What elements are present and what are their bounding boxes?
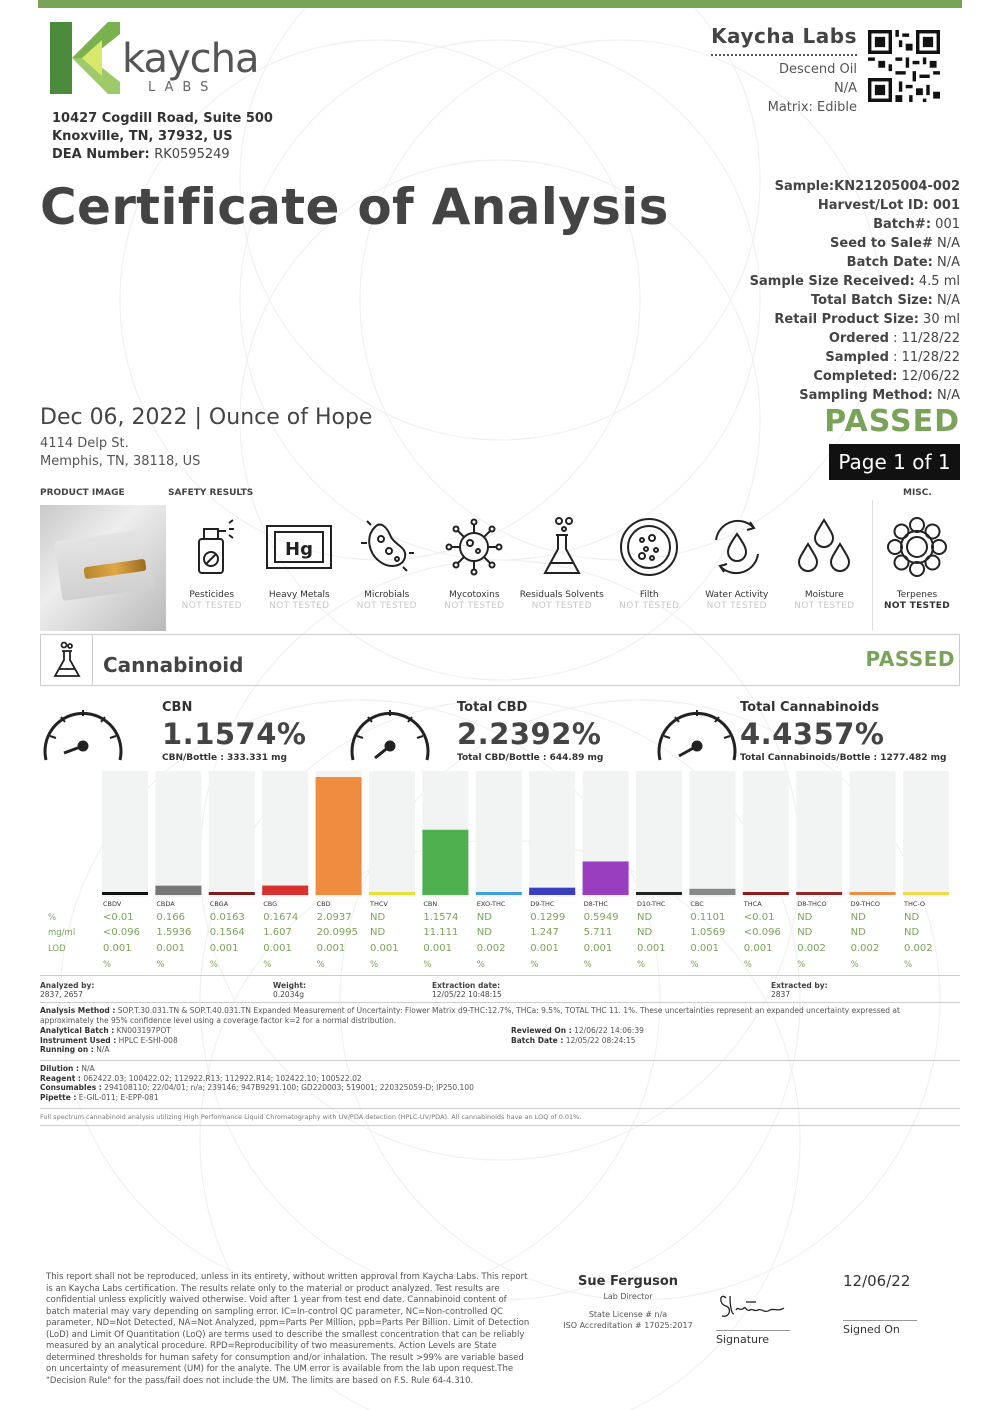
page-indicator: Page 1 of 1 [829, 444, 960, 480]
running-on: Running on : N/A [40, 1045, 110, 1054]
petri-dish-icon [618, 516, 680, 578]
safety-item-filth: Filth NOT TESTED [606, 508, 694, 618]
mgml-value: <0.096 [743, 927, 781, 938]
bar-d8-thc [583, 861, 629, 895]
disclaimer-text: This report shall not be reproduced, unless in its entirety, without written approval from Kaycha Labs. This report is an Kaycha Labs certification. The results relate only to the material or product analyzed. Test results are confidential unless explicitly waived otherwise. Void after 1 year from test end date. Cannabinoid content of batch material may vary depending on sampling error. IC=In-control QC parameter, NC=Non-controlled QC parameter, ND=Not Detected, NA=Not Analyzed, ppm=Parts Per Million, ppb=Parts Per Billion. Limit of Detection (LoD) and Limit Of Quantitation (LoQ) are terms used to describe the smallest concentration that can be reliably measured by an analytical procedure. RPD=Reproducibility of two measurements. Action Levels are State determined thresholds for human safety for consumption and/or inhalation. The result >99% are variable based on uncertainty of measurement (UM) for the analyte. The UM error is available from the lab upon request.The "Decision Rule" for the pass/fail does not include the UM. The limits are based on F.S. Rule 64-4.310. [46, 1272, 530, 1386]
report-date-client: Dec 06, 2022 | Ounce of Hope [40, 405, 373, 430]
safety-item-water-activity: Water Activity NOT TESTED [693, 508, 781, 618]
percent-value: <0.01 [743, 912, 775, 923]
bar-background [636, 771, 682, 897]
sample-info [750, 177, 960, 405]
signature-label: Signature [716, 1333, 770, 1346]
lod-value: 0.002 [850, 943, 880, 954]
lod-unit: % [423, 960, 432, 970]
sample-id: Sample:KN21205004-002 [774, 179, 960, 194]
consumables: Consumables : 294108110; 22/04/01; n/a; 239146; 947B9291.100; GD220003; 519001; 220325059-D; IP250.100 [40, 1083, 474, 1092]
logo-k-mark-icon [50, 22, 120, 94]
bar-baseline [743, 892, 789, 895]
percent-value: 0.0163 [209, 912, 245, 923]
misc-item-terpenes [875, 508, 959, 611]
batch-number: Batch#: 001 [873, 217, 960, 232]
cannabinoid-bar-chart [40, 765, 960, 975]
row-label: LOD [48, 944, 66, 954]
product-name: Descend Oil [778, 62, 857, 77]
bar-background [903, 771, 949, 897]
signed-on-block [843, 1272, 917, 1336]
signed-on-label: Signed On [843, 1323, 900, 1336]
bar-baseline [583, 892, 629, 895]
dilution: Dilution : N/A [40, 1064, 95, 1073]
lod-value: 0.001 [583, 943, 613, 954]
signer-block [558, 1274, 698, 1331]
bar-baseline [316, 892, 362, 895]
microbe-icon [359, 517, 415, 577]
dea-label: DEA Number: [52, 147, 150, 162]
lod-value: 0.002 [904, 943, 933, 954]
category-label: CBN [423, 900, 438, 908]
safety-item-heavy-metals: Hg Heavy Metals NOT TESTED [256, 508, 344, 618]
svg-text:Hg: Hg [285, 539, 314, 560]
percent-value: ND [904, 912, 920, 923]
signature-block [716, 1288, 790, 1346]
product-image-label: PRODUCT IMAGE [40, 488, 125, 498]
lod-value: 0.001 [637, 943, 666, 954]
lod-value: 0.001 [530, 943, 559, 954]
lod-unit: % [690, 960, 699, 970]
bar-baseline [422, 892, 468, 895]
safety-item-residual-solvents: Residuals Solvents NOT TESTED [518, 508, 606, 618]
bar-baseline [850, 892, 896, 895]
gauge-cbn [38, 698, 128, 772]
divider-line [40, 975, 960, 976]
gauge-total-cannabinoids [652, 698, 742, 772]
flask-icon [537, 515, 587, 579]
percent-value: ND [797, 912, 813, 923]
product-header [711, 24, 857, 117]
lod-value: 0.001 [156, 943, 186, 954]
percent-value: <0.01 [103, 912, 134, 923]
batch-date-analysis: Batch Date : 12/05/22 08:24:15 [511, 1035, 636, 1045]
bar-baseline [209, 892, 255, 895]
mgml-value: 1.5936 [156, 927, 192, 938]
safety-item-microbials: Microbials NOT TESTED [343, 508, 431, 618]
dotted-divider [711, 54, 857, 56]
total-batch-size: Total Batch Size: N/A [811, 293, 960, 308]
mgml-value: 1.247 [530, 927, 559, 938]
percent-value: ND [370, 912, 386, 923]
bar-baseline [476, 892, 522, 895]
percent-value: 0.1299 [530, 912, 566, 923]
gauge-icon [345, 698, 435, 768]
sampled-date: Sampled : 11/28/22 [825, 350, 960, 365]
signature-line [716, 1330, 790, 1331]
mgml-value: 11.111 [423, 927, 459, 938]
analytical-batch: Analytical Batch : KN003197POT [40, 1026, 171, 1035]
lab-address-line1: 10427 Cogdill Road, Suite 500 [52, 111, 273, 126]
state-license: State License # n/a [588, 1310, 668, 1319]
page-title: Certificate of Analysis [40, 178, 669, 236]
overall-status-passed: PASSED [824, 404, 960, 439]
bar-background [689, 771, 735, 897]
row-label: % [48, 913, 57, 923]
cannabinoid-heading: Cannabinoid [103, 653, 244, 677]
metric-total-cannabinoids-value: 4.4357% [740, 717, 885, 751]
bar-background [529, 771, 575, 897]
lod-value: 0.002 [797, 943, 826, 954]
sampling-method: Sampling Method: N/A [799, 388, 960, 403]
lod-value: 0.001 [316, 943, 346, 954]
percent-value: ND [850, 912, 866, 923]
bar-background [209, 771, 255, 897]
metric-total-cbd-sub: Total CBD/Bottle : 644.89 mg [457, 753, 604, 763]
category-label: CBD [316, 900, 331, 908]
extracted-by: Extracted by: 2837 [771, 981, 828, 999]
reagent: Reagent : 062422.03; 100422.02; 112922.R13; 112922.R14; 102422.10; 100522.02 [40, 1073, 362, 1083]
bar-baseline [262, 892, 308, 895]
category-label: D8-THCO [797, 900, 827, 908]
mgml-value: ND [904, 927, 920, 938]
seed-to-sale: Seed to Sale# N/A [830, 236, 960, 251]
mgml-value: 1.0569 [690, 927, 726, 938]
retail-product-size: Retail Product Size: 30 ml [774, 312, 960, 327]
mgml-value: 20.0995 [316, 927, 358, 938]
client-address [40, 435, 200, 471]
signed-on-line [843, 1320, 917, 1321]
virus-icon [443, 516, 505, 578]
signer-title: Lab Director [603, 1292, 653, 1301]
ordered-date: Ordered : 11/28/22 [828, 331, 960, 346]
metric-cbn-sub: CBN/Bottle : 333.331 mg [162, 753, 287, 763]
category-label: THC-O [904, 900, 926, 908]
percent-value: ND [476, 912, 492, 923]
lab-address [52, 110, 273, 164]
safety-item-moisture: Moisture NOT TESTED [781, 508, 869, 618]
bar-baseline [903, 892, 949, 895]
lod-value: 0.001 [370, 943, 399, 954]
mgml-value: 1.607 [263, 927, 292, 938]
metric-cbn-name: CBN [162, 700, 193, 715]
cannabinoid-status-passed: PASSED [865, 647, 955, 671]
extraction-date: Extraction date: 12/05/22 10:48:15 [432, 981, 502, 999]
category-label: D10-THC [637, 900, 666, 908]
analysis-method: Analysis Method : SOP.T.30.031.TN & SOP.T.40.031.TN Expanded Measurement of Uncertainty: Flower Matrix d9-THC:12.7%, THCa: 9.5%, TOTAL THC 11. 1%. These uncertainties represent an expanded uncertainty expressed at approximately the 95% confidence level using a coverage factor k=2 for a normal distribution. [40, 1006, 900, 1025]
divider-line [40, 1002, 960, 1003]
water-cycle-icon [706, 516, 768, 578]
bar-baseline [102, 892, 148, 895]
bar-background [476, 771, 522, 897]
lod-unit: % [370, 960, 379, 970]
lab-address-line2: Knoxville, TN, 37932, US [52, 129, 233, 144]
top-accent-bar [38, 0, 962, 8]
mgml-value: ND [476, 927, 492, 938]
mgml-value: ND [637, 927, 653, 938]
signed-date: 12/06/22 [843, 1272, 911, 1290]
bar-background [369, 771, 415, 897]
reviewed-on: Reviewed On : 12/06/22 14:06:39 [511, 1026, 644, 1035]
bar-cbd [316, 777, 362, 895]
category-label: THCA [743, 900, 762, 908]
safety-results-label: SAFETY RESULTS [168, 488, 254, 498]
percent-value: 0.1674 [263, 912, 299, 923]
category-label: THCV [370, 900, 388, 908]
bar-baseline [369, 892, 415, 895]
row-label: mg/ml [48, 928, 76, 938]
flask-icon [52, 641, 82, 679]
misc-divider [872, 500, 873, 630]
metric-total-cbd [457, 700, 603, 763]
metric-total-cannabinoids [740, 700, 947, 763]
category-label: CBGA [209, 900, 229, 908]
heavy-metals-hg-icon [265, 522, 333, 572]
mgml-value: <0.096 [103, 927, 141, 938]
category-label: D8-THC [583, 900, 608, 908]
category-label: D9-THC [530, 900, 555, 908]
percent-value: ND [637, 912, 653, 923]
lod-unit: % [103, 960, 112, 970]
instrument-used: Instrument Used : HPLC E-SHI-008 [40, 1035, 178, 1045]
client-city: Memphis, TN, 38118, US [40, 454, 201, 469]
weight: Weight: 0.2034g [273, 981, 306, 999]
cannabinoid-flask-holder [41, 635, 93, 685]
product-matrix: Matrix: Edible [767, 100, 857, 115]
completed-date: Completed: 12/06/22 [813, 369, 960, 384]
bar-background [155, 771, 201, 897]
terpene-flower-icon [886, 516, 948, 578]
lod-value: 0.001 [423, 943, 453, 954]
kaycha-logo [50, 22, 260, 100]
lod-unit: % [850, 960, 859, 970]
divider-line [40, 1108, 960, 1109]
bar-baseline [155, 892, 201, 895]
lod-value: 0.001 [263, 943, 292, 954]
lod-unit: % [743, 960, 752, 970]
bar-background [850, 771, 896, 897]
category-label: EXO-THC [476, 900, 506, 908]
lod-unit: % [209, 960, 218, 970]
lod-unit: % [476, 960, 485, 970]
lod-value: 0.001 [743, 943, 773, 954]
lod-value: 0.001 [103, 943, 132, 954]
bar-background [262, 771, 308, 897]
lod-unit: % [904, 960, 913, 970]
lod-unit: % [156, 960, 165, 970]
analyzed-by: Analyzed by: 2837, 2657 [40, 981, 95, 999]
percent-value: 1.1574 [423, 912, 459, 923]
lod-unit: % [530, 960, 539, 970]
gauge-total-cbd [345, 698, 435, 772]
pipette: Pipette : E-GIL-011; E-EPP-081 [40, 1092, 159, 1102]
divider-line [40, 1125, 960, 1126]
misc-status: NOT TESTED [884, 601, 950, 611]
lod-unit: % [637, 960, 646, 970]
mgml-value: 5.711 [583, 927, 613, 938]
analysis-note: Full spectrum cannabinoid analysis utilizing High Performance Liquid Chromatography with UV/PDA detection (HPLC-UV/PDA). All cannabinoids have an LOQ of 0.01%. [40, 1113, 582, 1121]
bar-cbn [422, 830, 468, 895]
metric-total-cannabinoids-sub: Total Cannabinoids/Bottle : 1277.482 mg [740, 753, 947, 763]
category-label: CBC [690, 900, 704, 908]
percent-value: 0.1101 [690, 912, 726, 923]
misc-label: MISC. [903, 488, 932, 498]
safety-results [168, 508, 868, 618]
category-label: CBDA [156, 900, 175, 908]
divider-line [40, 1060, 960, 1061]
product-image [40, 505, 166, 631]
client-street: 4114 Delp St. [40, 436, 129, 451]
bar-baseline [796, 892, 842, 895]
logo-wordmark: kaycha [122, 36, 259, 82]
iso-accreditation: ISO Accreditation # 17025:2017 [563, 1321, 693, 1330]
metric-total-cannabinoids-name: Total Cannabinoids [740, 700, 880, 715]
batch-date: Batch Date: N/A [846, 255, 960, 270]
bar-background [743, 771, 789, 897]
gauge-icon [38, 698, 128, 768]
analysis-batch-info [40, 1026, 460, 1055]
signer-name: Sue Ferguson [577, 1274, 679, 1289]
category-label: CBG [263, 900, 278, 908]
lod-unit: % [316, 960, 325, 970]
safety-item-mycotoxins: Mycotoxins NOT TESTED [431, 508, 519, 618]
lod-value: 0.001 [690, 943, 720, 954]
gauge-icon [652, 698, 742, 768]
metric-cbn [162, 700, 306, 763]
bar-background [102, 771, 148, 897]
metric-total-cbd-value: 2.2392% [457, 717, 602, 751]
metric-cbn-value: 1.1574% [162, 717, 307, 751]
lod-value: 0.002 [476, 943, 506, 954]
percent-value: 2.0937 [316, 912, 352, 923]
product-na: N/A [834, 81, 857, 96]
handwritten-signature [716, 1288, 790, 1322]
cannabinoid-header [40, 634, 960, 686]
misc-name: Terpenes [896, 590, 938, 600]
bar-background [796, 771, 842, 897]
dea-value: RK0595249 [154, 147, 230, 162]
droplets-icon [793, 516, 855, 578]
lod-unit: % [263, 960, 272, 970]
bar-baseline [689, 892, 735, 895]
dea-number [52, 146, 273, 164]
percent-value: 0.5949 [583, 912, 619, 923]
lab-name: Kaycha Labs [711, 24, 857, 48]
category-label: D9-THCO [850, 900, 881, 908]
bar-baseline [529, 892, 575, 895]
sample-size-received: Sample Size Received: 4.5 ml [749, 274, 960, 289]
lod-value: 0.001 [209, 943, 239, 954]
lod-unit: % [583, 960, 592, 970]
reagent-info [40, 1064, 955, 1102]
percent-value: 0.166 [156, 912, 186, 923]
qr-code-icon[interactable] [868, 30, 940, 102]
mgml-value: 0.1564 [209, 927, 245, 938]
logo-labs-text: LABS [148, 80, 218, 95]
metric-total-cbd-name: Total CBD [457, 700, 528, 715]
safety-item-pesticides: Pesticides NOT TESTED [168, 508, 256, 618]
category-label: CBDV [103, 900, 122, 908]
bar-baseline [636, 892, 682, 895]
mgml-value: ND [850, 927, 866, 938]
pesticide-spray-icon [187, 517, 237, 577]
harvest-lot-id: Harvest/Lot ID: 001 [817, 198, 960, 213]
mgml-value: ND [370, 927, 386, 938]
lod-unit: % [797, 960, 806, 970]
review-info [511, 1026, 811, 1045]
mgml-value: ND [797, 927, 813, 938]
